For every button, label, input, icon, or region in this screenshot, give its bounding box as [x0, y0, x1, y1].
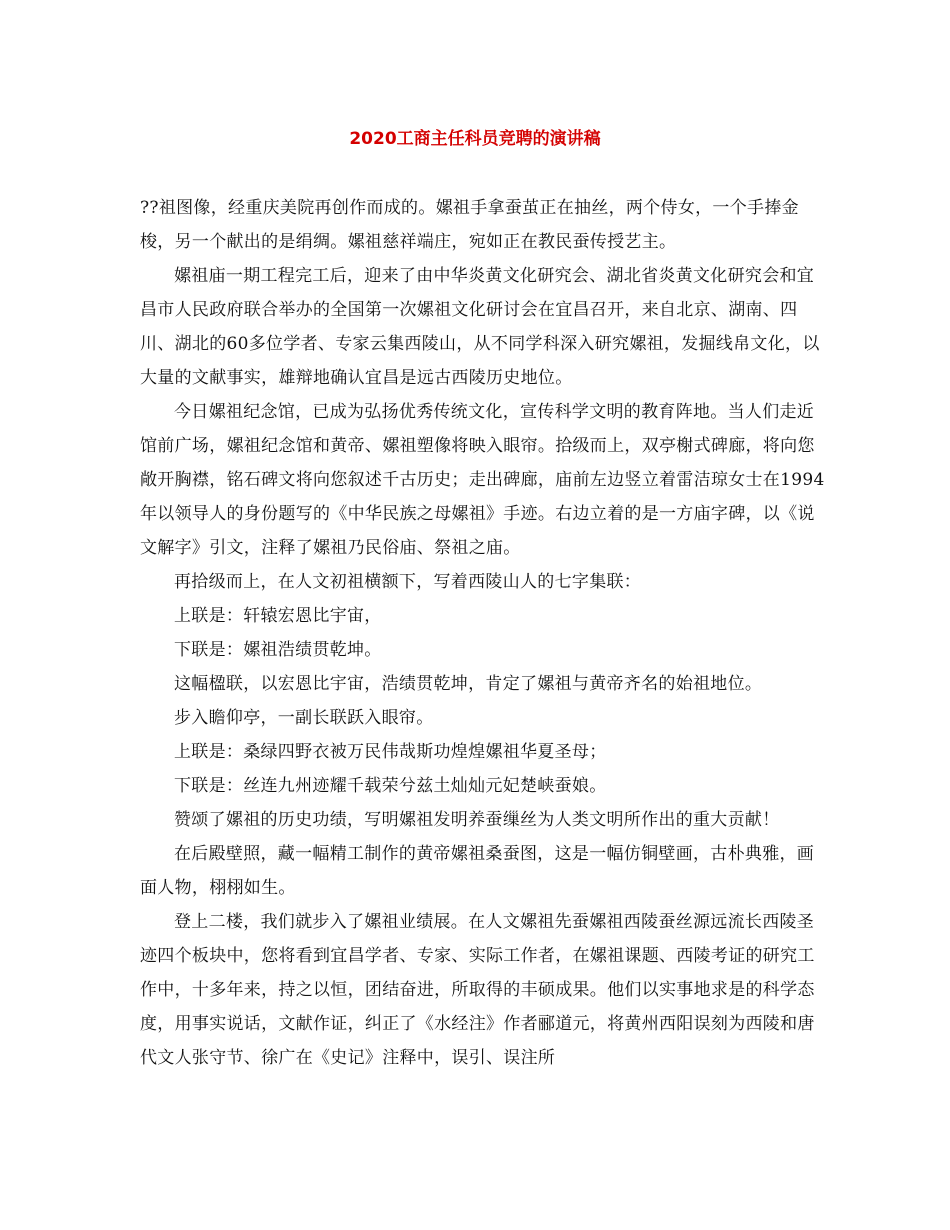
paragraph: 嫘祖庙一期工程完工后，迎来了由中华炎黄文化研究会、湖北省炎黄文化研究会和宜昌市人民政府联合举办的全国第一次嫘祖文化研讨会在宜昌召开，来自北京、湖南、四川、湖北的60多位学者、专家云集西陵山，从不同学科深入研究嫘祖，发掘线帛文化，以大量的文献事实，雄辩地确认宜昌是远古西陵历史地位。: [140, 266, 820, 388]
document-title: 2020工商主任科员竞聘的演讲稿: [349, 129, 601, 149]
paragraph: 在后殿壁照，藏一幅精工制作的黄帝嫘祖桑蚕图，这是一幅仿铜壁画，古朴典雅，画面人物，栩栩如生。: [140, 844, 815, 898]
paragraph: 赞颂了嫘祖的历史功绩，写明嫘祖发明养蚕缫丝为人类文明所作出的重大贡献！: [174, 810, 780, 830]
paragraph: 登上二楼，我们就步入了嫘祖业绩展。在人文嫘祖先蚕嫘祖西陵蚕丝源远流长西陵圣迹四个板块中，您将看到宜昌学者、专家、实际工作者，在嫘祖课题、西陵考证的研究工作中，十多年来，持之以恒，团结奋进，所取得的丰硕成果。他们以实事地求是的科学态度，用事实说话，文献作证，纠正了《水经注》作者郦道元，将黄州西阳误刻为西陵和唐代文人张守节、徐广在《史记》注释中，误引、误注所: [140, 912, 815, 1068]
paragraph: 今日嫘祖纪念馆，已成为弘扬优秀传统文化，宣传科学文明的教育阵地。当人们走近馆前广场，嫘祖纪念馆和黄帝、嫘祖塑像将映入眼帘。拾级而上，双亭榭式碑廊，将向您敞开胸襟，铭石碑文将向您叙述千古历史；走出碑廊，庙前左边竖立着雷洁琼女士在1994年以领导人的身份题写的《中华民族之母嫘祖》手迹。右边立着的是一方庙字碑，以《说文解字》引文，注释了嫘祖乃民俗庙、祭祖之庙。: [140, 402, 825, 558]
paragraph: 再拾级而上，在人文初祖横额下，写着西陵山人的七字集联：: [174, 572, 642, 592]
couplet-line: 上联是：轩辕宏恩比宇宙，: [174, 606, 382, 626]
paragraph: 步入瞻仰亭，一副长联跃入眼帘。: [174, 708, 434, 728]
couplet-line: 下联是：丝连九州迹耀千载荣兮兹土灿灿元妃楚峡蚕娘。: [174, 776, 607, 796]
paragraph: ??祖图像，经重庆美院再创作而成的。嫘祖手拿蚕茧正在抽丝，两个侍女，一个手捧金梭，另一个献出的是绢绸。嫘祖慈祥端庄，宛如正在教民蚕传授艺主。: [140, 198, 799, 252]
paragraph: 这幅楹联，以宏恩比宇宙，浩绩贯乾坤，肯定了嫘祖与黄帝齐名的始祖地位。: [174, 674, 763, 694]
document-body: [140, 191, 830, 1075]
couplet-line: 下联是：嫘祖浩绩贯乾坤。: [174, 640, 382, 660]
couplet-line: 上联是：桑绿四野衣被万民伟哉斯功煌煌嫘祖华夏圣母；: [174, 742, 607, 762]
